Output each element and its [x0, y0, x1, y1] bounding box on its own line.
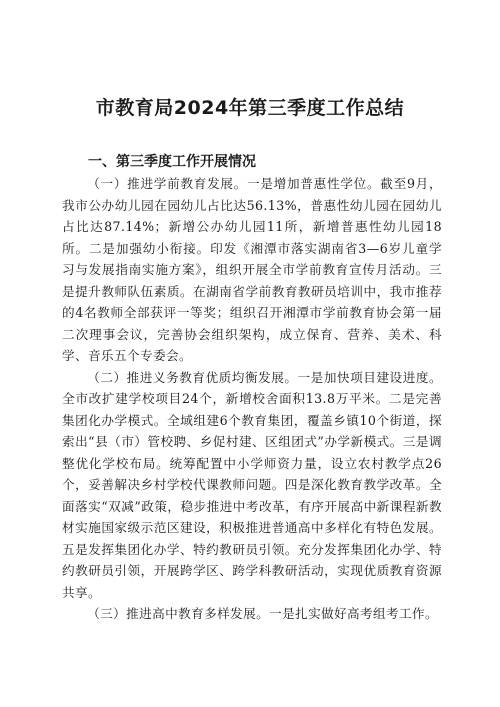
paragraph-preschool: （一）推进学前教育发展。一是增加普惠性学位。截至9月，我市公办幼儿园在园幼儿占比达56.13%，普惠性幼儿园在园幼儿占比达87.14%；新增公办幼儿园11所，新增普惠性幼儿园18所。二是加强幼小衔接。印发《湘潭市落实湖南省3—6岁儿童学习与发展指南实施方案》，组织开展全市学前教育宣传月活动。三是提升教师队伍素质。在湖南省学前教育教研员培训中，我市推荐的4名教师全部获评一等奖；组织召开湘潭市学前教育协会第一届二次理事会议，完善协会组织架构，成立保育、营养、美术、科学、音乐五个专委会。 [62, 176, 442, 363]
document-title: 市教育局2024年第三季度工作总结 [95, 97, 405, 119]
paragraph-high-school: （三）推进高中教育多样发展。一是扎实做好高考组考工作。 [87, 606, 439, 621]
paragraph-compulsory-education: （二）推进义务教育优质均衡发展。一是加快项目建设进度。全市改扩建学校项目24个，新增校舍面积13.8万平米。二是完善集团化办学模式。全域组建6个教育集团，覆盖乡镇10个街道，探索出“县（市）管校聘、乡促村建、区组团式”办学新模式。三是调整优化学校布局。统筹配置中小学师资力量，设立农村教学点26个，妥善解决乡村学校代课教师问题。四是深化教育教学改革。全面落实“双减”政策，稳步推进中考改革，有序开展高中新课程新教材实施国家级示范区建设，积极推进普通高中多样化有特色发展。五是发挥集团化办学、特约教研员引领。充分发挥集团化办学、特约教研员引领，开展跨学区、跨学科教研活动，实现优质教育资源共享。 [62, 369, 442, 600]
document-body [62, 173, 442, 625]
section-heading: 一、第三季度工作开展情况 [88, 154, 256, 170]
